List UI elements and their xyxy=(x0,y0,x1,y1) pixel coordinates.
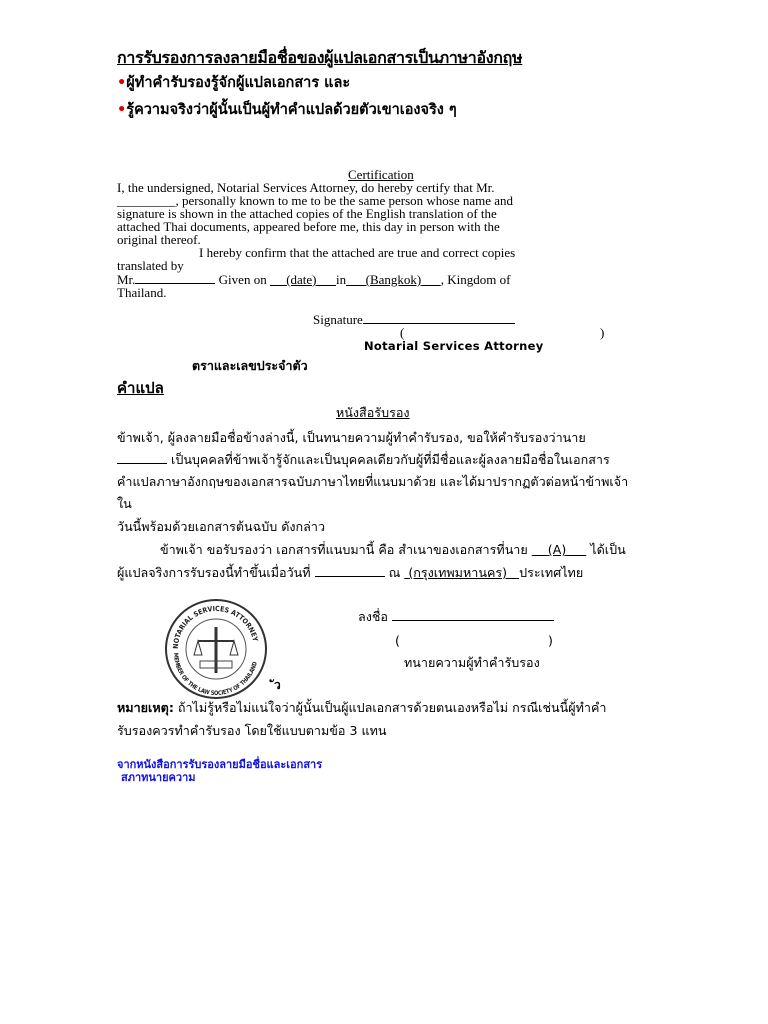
source-line: จากหนังสือการรับรองลายมือชื่อและเอกสาร xyxy=(117,758,323,771)
bullet-item: •ผู้ทำคำรับรองรู้จักผู้แปลเอกสาร และ xyxy=(117,75,351,91)
cert-line: signature is shown in the attached copies of the English translation of the xyxy=(117,206,497,221)
translation-heading: คำแปล xyxy=(117,379,164,397)
paren-open: ( xyxy=(395,633,400,648)
translation-line: เป็นบุคคลที่ข้าพเจ้ารู้จักและเป็นบุคคลเดียวกับผู้ที่มีชื่อและผู้ลงลายมือชื่อในเอกสาร xyxy=(117,451,610,468)
seal-top-text: NOTARIAL SERVICES ATTORNEY xyxy=(171,604,260,650)
attorney-title: Notarial Services Attorney xyxy=(364,339,544,353)
seal-label: ตราและเลขประจำตัว xyxy=(192,358,308,373)
translation-line: ข้าพเจ้า, ผู้ลงลายมือชื่อข้างล่างนี้, เป็นทนายความผู้ทำคำรับรอง, ขอให้คำรับรองว่านาย xyxy=(117,430,586,445)
translation-line: วันนี้พร้อมด้วยเอกสารต้นฉบับ ดังกล่าว xyxy=(117,519,326,534)
note-line: รับรองควรทำคำรับรอง โดยใช้แบบตามข้อ 3 แทน xyxy=(117,723,387,738)
translation-line: ผู้แปลจริงการรับรองนี้ทำขึ้นเมื่อวันที่ ณ (กรุงเทพมหานคร) ประเทศไทย xyxy=(117,565,584,580)
cert-line: original thereof. xyxy=(117,232,201,247)
source-line: สภาทนายความ xyxy=(121,771,196,784)
cert-line: attached Thai documents, appeared before me, this day in person with the xyxy=(117,219,500,234)
signature-line: Signature xyxy=(313,313,515,326)
bullet-dot-icon: • xyxy=(117,102,127,118)
paren-close: ) xyxy=(548,633,553,648)
stray-text: ัว xyxy=(274,678,281,692)
seal-bottom-text: MEMBER OF THE LAW SOCIETY OF THAILAND xyxy=(171,652,260,698)
cert-line: _________, personally known to me to be the same person whose name and xyxy=(117,193,514,208)
signer-title: ทนายความผู้ทำคำรับรอง xyxy=(404,655,540,670)
note-line: หมายเหตุ: ถ้าไม่รู้หรือไม่แน่ใจว่าผู้นั้นเป็นผู้แปลเอกสารด้วยตนเองหรือไม่ กรณีเช่นนี้ผู้ทำคำ xyxy=(117,700,607,715)
sign-line: ลงชื่อ xyxy=(358,608,554,625)
bullet-dot-icon: • xyxy=(117,75,127,91)
translated-by: translated by xyxy=(117,258,184,273)
translation-line: ใน xyxy=(117,496,132,511)
bullet-item: •รู้ความจริงว่าผู้นั้นเป็นผู้ทำคำแปลด้วยตัวเขาเองจริง ๆ xyxy=(117,102,457,118)
translation-line: คำแปลภาษาอังกฤษของเอกสารฉบับภาษาไทยที่แนบมาด้วย และได้มาปรากฏตัวต่อหน้าข้าพเจ้า xyxy=(117,474,629,489)
paren-open: ( xyxy=(400,325,405,340)
page-title: การรับรองการลงลายมือชื่อของผู้แปลเอกสารเป็นภาษาอังกฤษ xyxy=(117,48,523,67)
cert-line: I, the undersigned, Notarial Services Attorney, do hereby certify that Mr. xyxy=(117,180,495,195)
given-line: Mr. Given on (date) in (Bangkok) , Kingdom of xyxy=(117,272,511,287)
doc-title: หนังสือรับรอง xyxy=(336,405,410,420)
notary-seal-image xyxy=(164,597,268,701)
paren-close: ) xyxy=(600,325,605,340)
thailand-text: Thailand. xyxy=(117,285,167,300)
translation-line: ข้าพเจ้า ขอรับรองว่า เอกสารที่แนบมานี้ คือ สำเนาของเอกสารที่นาย (A) ได้เป็น xyxy=(160,542,626,557)
certification-heading: Certification xyxy=(348,167,414,182)
confirm-line: I hereby confirm that the attached are true and correct copies xyxy=(199,245,516,260)
place-field: (Bangkok) xyxy=(365,272,422,287)
date-field: (date) xyxy=(286,272,317,287)
